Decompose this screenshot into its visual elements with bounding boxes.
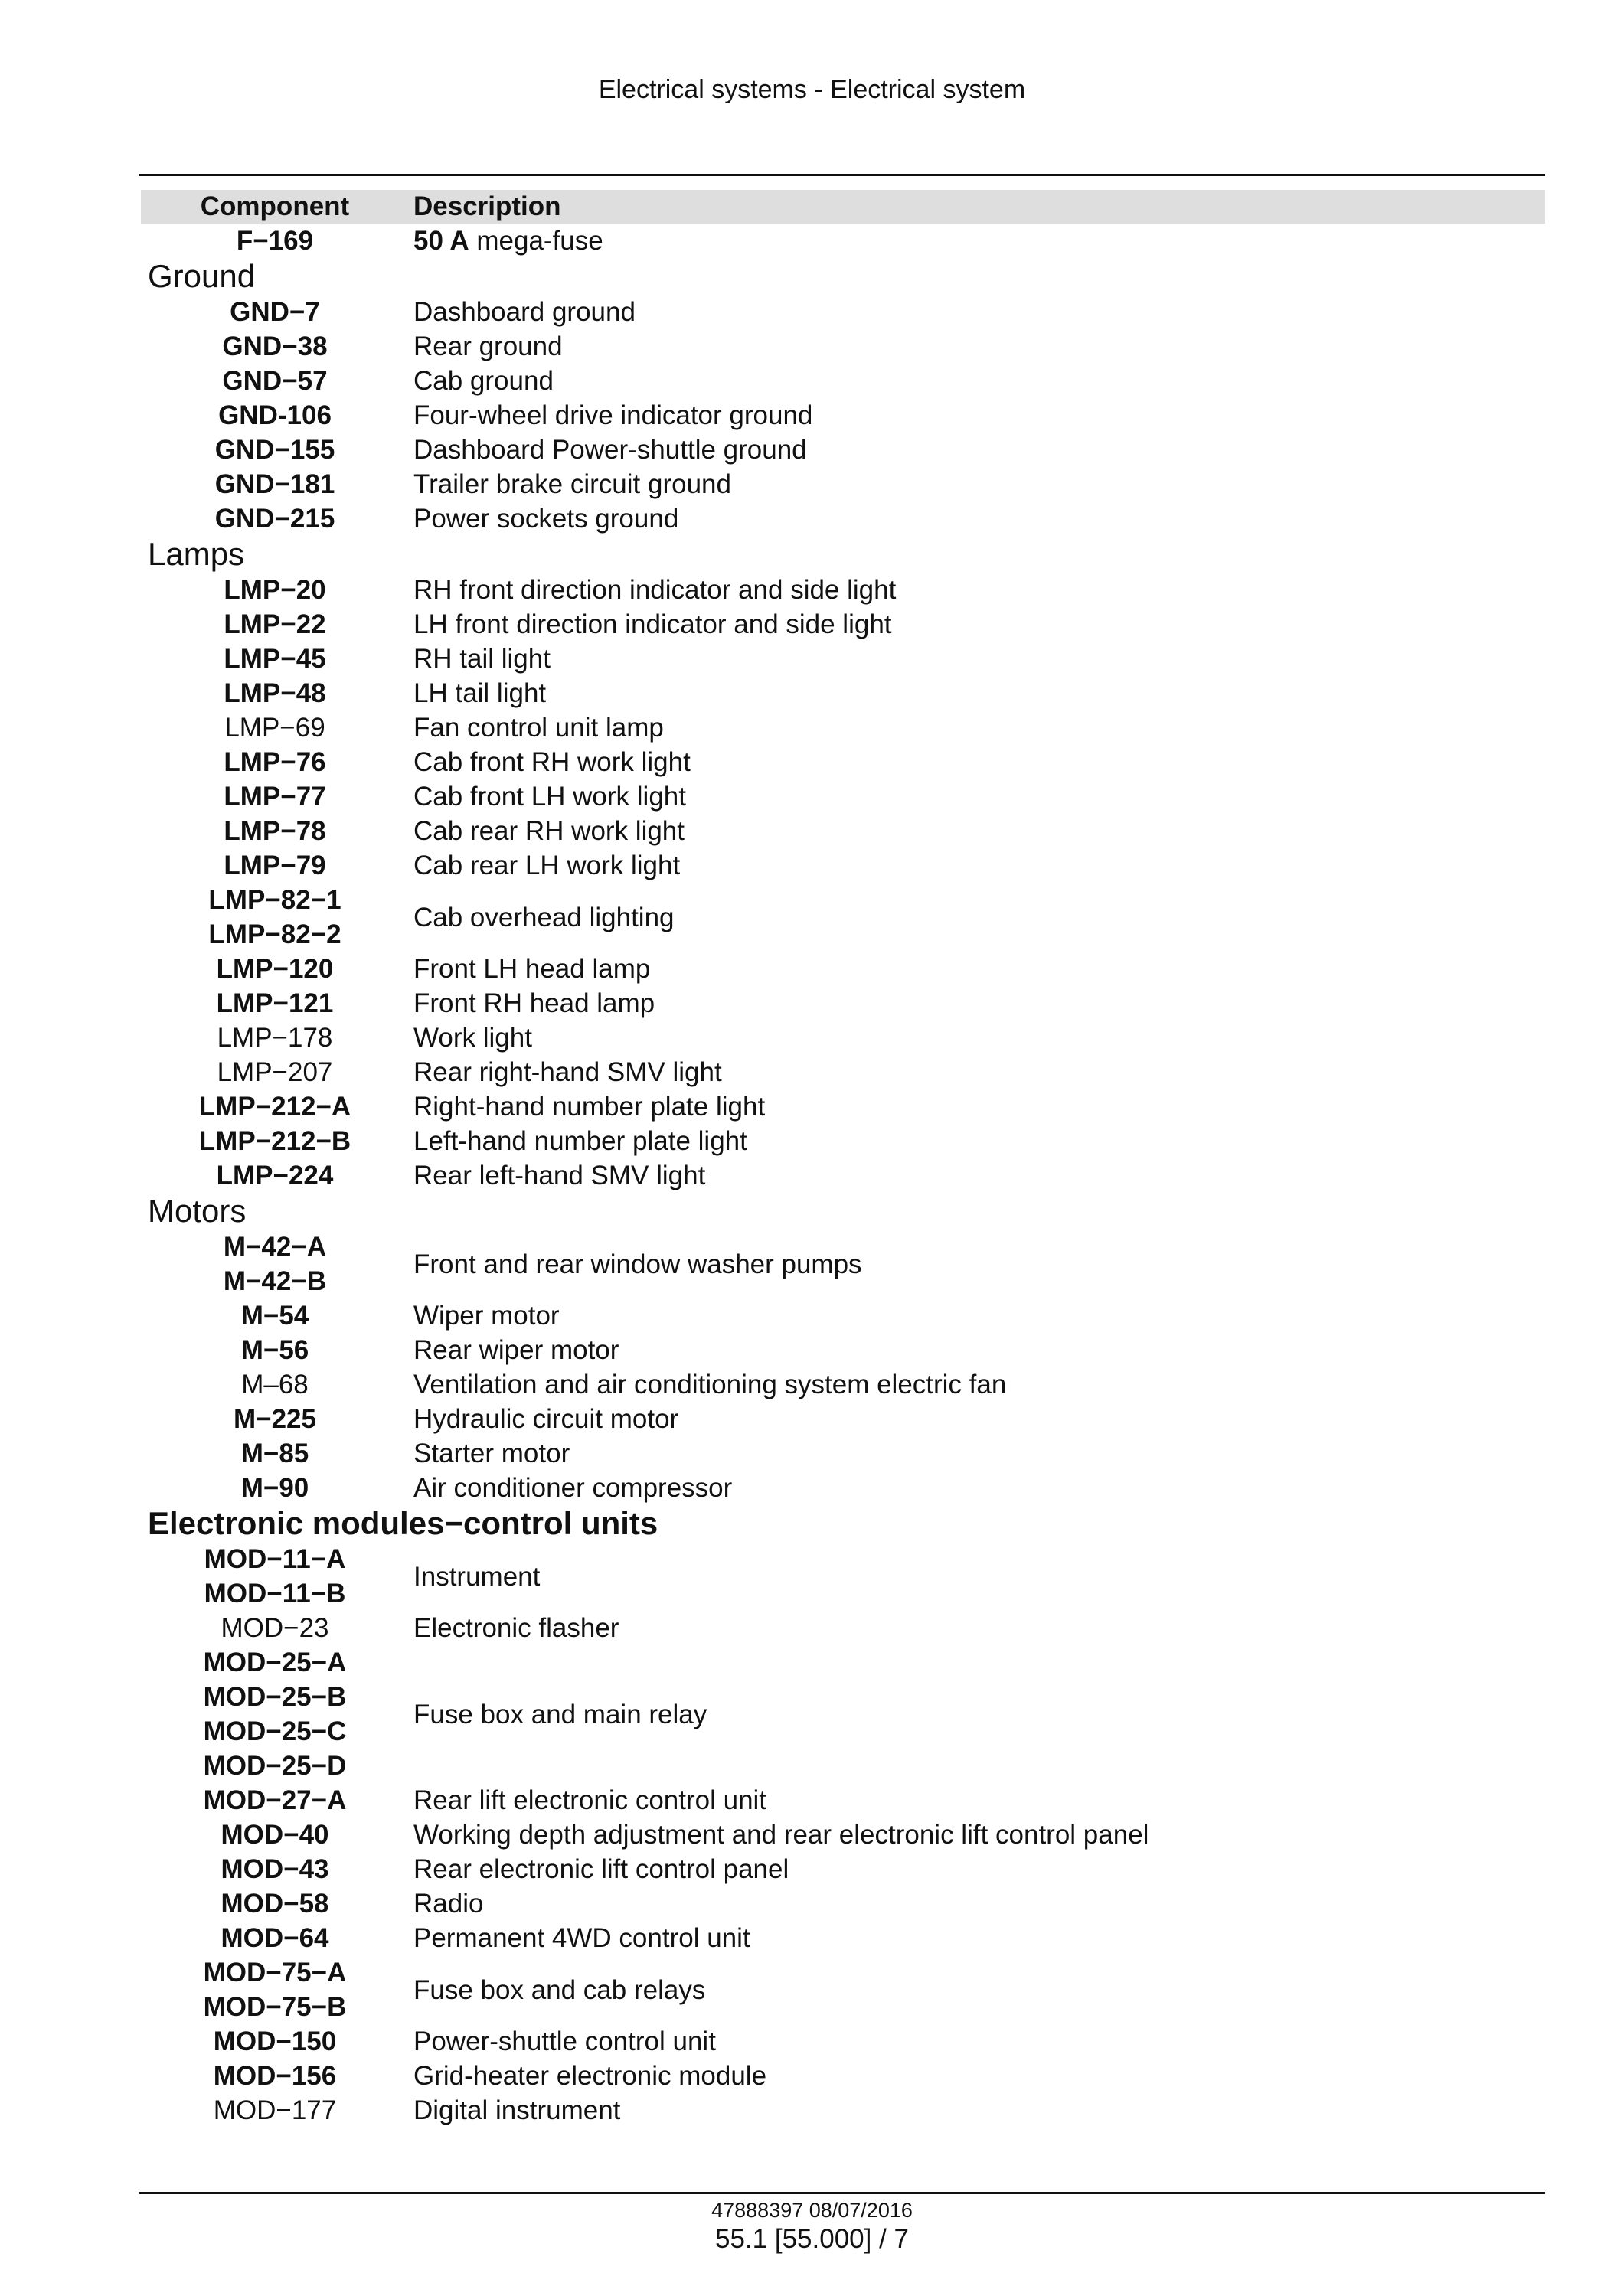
component-description: Starter motor: [413, 1439, 570, 1468]
table-row: [141, 2024, 1545, 2059]
footer-page-number: 55.1 [55.000] / 7: [715, 2224, 909, 2254]
table-row: [141, 814, 1545, 848]
component-description: Wiper motor: [413, 1301, 560, 1331]
component-description: Dashboard ground: [413, 297, 636, 327]
component-code: LMP−77: [224, 782, 326, 812]
component-code: LMP−78: [224, 816, 326, 846]
component-description: Permanent 4WD control unit: [413, 1923, 750, 1953]
component-code: GND−215: [214, 504, 335, 534]
component-code: MOD−150: [213, 2027, 337, 2056]
component-code: MOD−40: [221, 1820, 329, 1850]
component-code: M−225: [234, 1404, 316, 1434]
table-row: [141, 467, 1545, 501]
section-title: Electronic modules−control units: [148, 1505, 658, 1541]
component-table: [141, 190, 1545, 2128]
component-code-group: [141, 1955, 409, 2024]
table-row: [141, 710, 1545, 745]
component-code: GND−38: [222, 331, 328, 361]
component-description: Rear right-hand SMV light: [413, 1057, 722, 1087]
component-description: Power sockets ground: [413, 504, 679, 534]
table-row: [141, 642, 1545, 676]
component-description: Rear lift electronic control unit: [413, 1785, 767, 1815]
component-description: RH front direction indicator and side light: [413, 575, 897, 605]
component-description: Front LH head lamp: [413, 954, 651, 984]
component-description: Right-hand number plate light: [413, 1092, 766, 1122]
table-row: [141, 398, 1545, 433]
component-code: F−169: [236, 226, 314, 256]
component-code: M−54: [240, 1301, 309, 1331]
component-description: Left-hand number plate light: [413, 1126, 747, 1156]
component-code: LMP−79: [224, 851, 326, 880]
component-description: LH tail light: [413, 678, 547, 708]
component-description: Cab ground: [413, 366, 554, 396]
component-code: MOD−25−C: [203, 1716, 347, 1746]
component-description: Fuse box and main relay: [413, 1699, 707, 1729]
component-description: Four-wheel drive indicator ground: [413, 400, 813, 430]
footer-rule: [139, 2192, 1545, 2194]
component-code: MOD−156: [213, 2061, 337, 2091]
table-row: [141, 779, 1545, 814]
table-row: [141, 573, 1545, 607]
component-description: Electronic flasher: [413, 1613, 619, 1643]
component-code: MOD−25−B: [203, 1682, 347, 1712]
component-description: Rear ground: [413, 331, 563, 361]
table-row: [141, 1611, 1545, 1645]
component-description: Front and rear window washer pumps: [413, 1249, 862, 1279]
component-description: Cab front LH work light: [413, 782, 686, 812]
table-row: [141, 1436, 1545, 1471]
component-code: MOD−11−A: [204, 1544, 346, 1574]
component-code: LMP−48: [224, 678, 326, 708]
component-code: MOD−11−B: [204, 1579, 346, 1609]
component-description: Power-shuttle control unit: [413, 2027, 716, 2056]
component-code: LMP−82−2: [208, 919, 341, 949]
table-row: [141, 1818, 1545, 1852]
table-row: [141, 433, 1545, 467]
component-code: MOD−64: [221, 1923, 329, 1953]
component-description: Cab overhead lighting: [413, 902, 675, 932]
component-description: Rear electronic lift control panel: [413, 1854, 789, 1884]
component-code-group: [141, 1645, 409, 1783]
table-row: [141, 2059, 1545, 2093]
component-code-group: [141, 883, 409, 952]
component-description: LH front direction indicator and side light: [413, 609, 892, 639]
component-code: GND−155: [214, 435, 335, 465]
component-code: MOD−27−A: [203, 1785, 347, 1815]
component-description: Cab front RH work light: [413, 747, 691, 777]
component-description: Grid-heater electronic module: [413, 2061, 767, 2091]
table-row: [141, 2093, 1545, 2128]
component-description: Dashboard Power-shuttle ground: [413, 435, 807, 465]
header-rule: [139, 174, 1545, 176]
component-code: GND-106: [218, 400, 332, 430]
column-header-component: Component: [141, 190, 409, 224]
table-row: [141, 1921, 1545, 1955]
component-code: LMP−120: [216, 954, 334, 984]
component-code: LMP−121: [216, 988, 334, 1018]
component-description: Cab rear LH work light: [413, 851, 681, 880]
table-row: [141, 745, 1545, 779]
table-row: [141, 1367, 1545, 1402]
table-row: [141, 1089, 1545, 1124]
table-row: [141, 224, 1545, 258]
component-description: Hydraulic circuit motor: [413, 1404, 679, 1434]
table-row: [141, 501, 1545, 536]
component-code: M−56: [240, 1335, 309, 1365]
component-description: RH tail light: [413, 644, 551, 674]
table-row: [141, 1055, 1545, 1089]
table-row: [141, 295, 1545, 329]
component-code: MOD−75−A: [203, 1958, 347, 1987]
table-row: [141, 1886, 1545, 1921]
component-code: LMP−69: [224, 713, 325, 743]
component-code: M−42−A: [223, 1232, 327, 1262]
table-row: [141, 676, 1545, 710]
description-bold-part: 50 A: [413, 226, 469, 256]
component-description: Cab rear RH work light: [413, 816, 685, 846]
description-rest: mega-fuse: [469, 226, 603, 256]
component-description: Working depth adjustment and rear electronic lift control panel: [413, 1820, 1149, 1850]
table-row: [141, 1333, 1545, 1367]
table-row: [141, 1645, 1545, 1783]
table-row: [141, 1955, 1545, 2024]
table-row: [141, 1402, 1545, 1436]
table-row: [141, 1124, 1545, 1158]
component-description: Air conditioner compressor: [413, 1473, 733, 1503]
table-row: [141, 848, 1545, 883]
component-description: [409, 224, 1545, 258]
table-row: [141, 1230, 1545, 1298]
table-row: [141, 1471, 1545, 1505]
component-description: Ventilation and air conditioning system electric fan: [413, 1370, 1007, 1399]
component-description: Trailer brake circuit ground: [413, 469, 731, 499]
component-code: LMP−76: [224, 747, 326, 777]
component-code: MOD−58: [221, 1889, 329, 1919]
section-title: Ground: [148, 258, 256, 294]
component-code: LMP−212−B: [198, 1126, 351, 1156]
component-description: Rear wiper motor: [413, 1335, 619, 1365]
component-code: LMP−178: [217, 1023, 333, 1053]
section-row-lamps: [141, 536, 1545, 573]
component-code-group: [141, 1542, 409, 1611]
component-code-group: [141, 1230, 409, 1298]
component-code: GND−181: [214, 469, 335, 499]
table-header-row: [141, 190, 1545, 224]
section-row-ground: [141, 258, 1545, 295]
component-description: Instrument: [413, 1561, 541, 1592]
component-code: GND−7: [230, 297, 320, 327]
component-code: LMP−22: [224, 609, 326, 639]
table-row: [141, 1542, 1545, 1611]
table-row: [141, 986, 1545, 1021]
component-code: MOD−25−D: [203, 1751, 347, 1781]
component-code: LMP−82−1: [208, 885, 341, 915]
table-row: [141, 607, 1545, 642]
section-row-motors: [141, 1193, 1545, 1230]
table-row: [141, 1021, 1545, 1055]
component-description: Front RH head lamp: [413, 988, 655, 1018]
table-row: [141, 329, 1545, 364]
component-code: MOD−43: [221, 1854, 329, 1884]
table-row: [141, 1852, 1545, 1886]
component-code: LMP−20: [224, 575, 326, 605]
section-title: Lamps: [148, 536, 245, 572]
component-code: LMP−224: [216, 1161, 334, 1190]
component-code: M−42−B: [223, 1266, 327, 1296]
component-code: MOD−177: [213, 2095, 337, 2125]
component-code: M−85: [240, 1439, 309, 1468]
table-row: [141, 364, 1545, 398]
footer-document-number: 47888397 08/07/2016: [711, 2199, 913, 2222]
table-row: [141, 952, 1545, 986]
table-row: [141, 1783, 1545, 1818]
component-description: Digital instrument: [413, 2095, 621, 2125]
component-code: LMP−45: [224, 644, 326, 674]
component-code: LMP−212−A: [198, 1092, 351, 1122]
component-description: Rear left-hand SMV light: [413, 1161, 706, 1190]
component-description: Fuse box and cab relays: [413, 1974, 706, 2005]
component-description: Fan control unit lamp: [413, 713, 664, 743]
table-row: [141, 1158, 1545, 1193]
page-header-title: Electrical systems - Electrical system: [598, 75, 1026, 104]
component-description: Radio: [413, 1889, 484, 1919]
component-code: M–68: [241, 1370, 309, 1399]
section-title: Motors: [148, 1193, 247, 1229]
component-code: MOD−25−A: [203, 1648, 347, 1677]
component-code: LMP−207: [217, 1057, 333, 1087]
component-code: MOD−75−B: [203, 1992, 347, 2022]
section-row-modules: [141, 1505, 1545, 1542]
component-code: MOD−23: [221, 1613, 329, 1643]
component-description: Work light: [413, 1023, 532, 1053]
table-row: [141, 1298, 1545, 1333]
table-row: [141, 883, 1545, 952]
component-code: M−90: [240, 1473, 309, 1503]
component-code: GND−57: [222, 366, 328, 396]
column-header-description: Description: [409, 190, 1545, 224]
